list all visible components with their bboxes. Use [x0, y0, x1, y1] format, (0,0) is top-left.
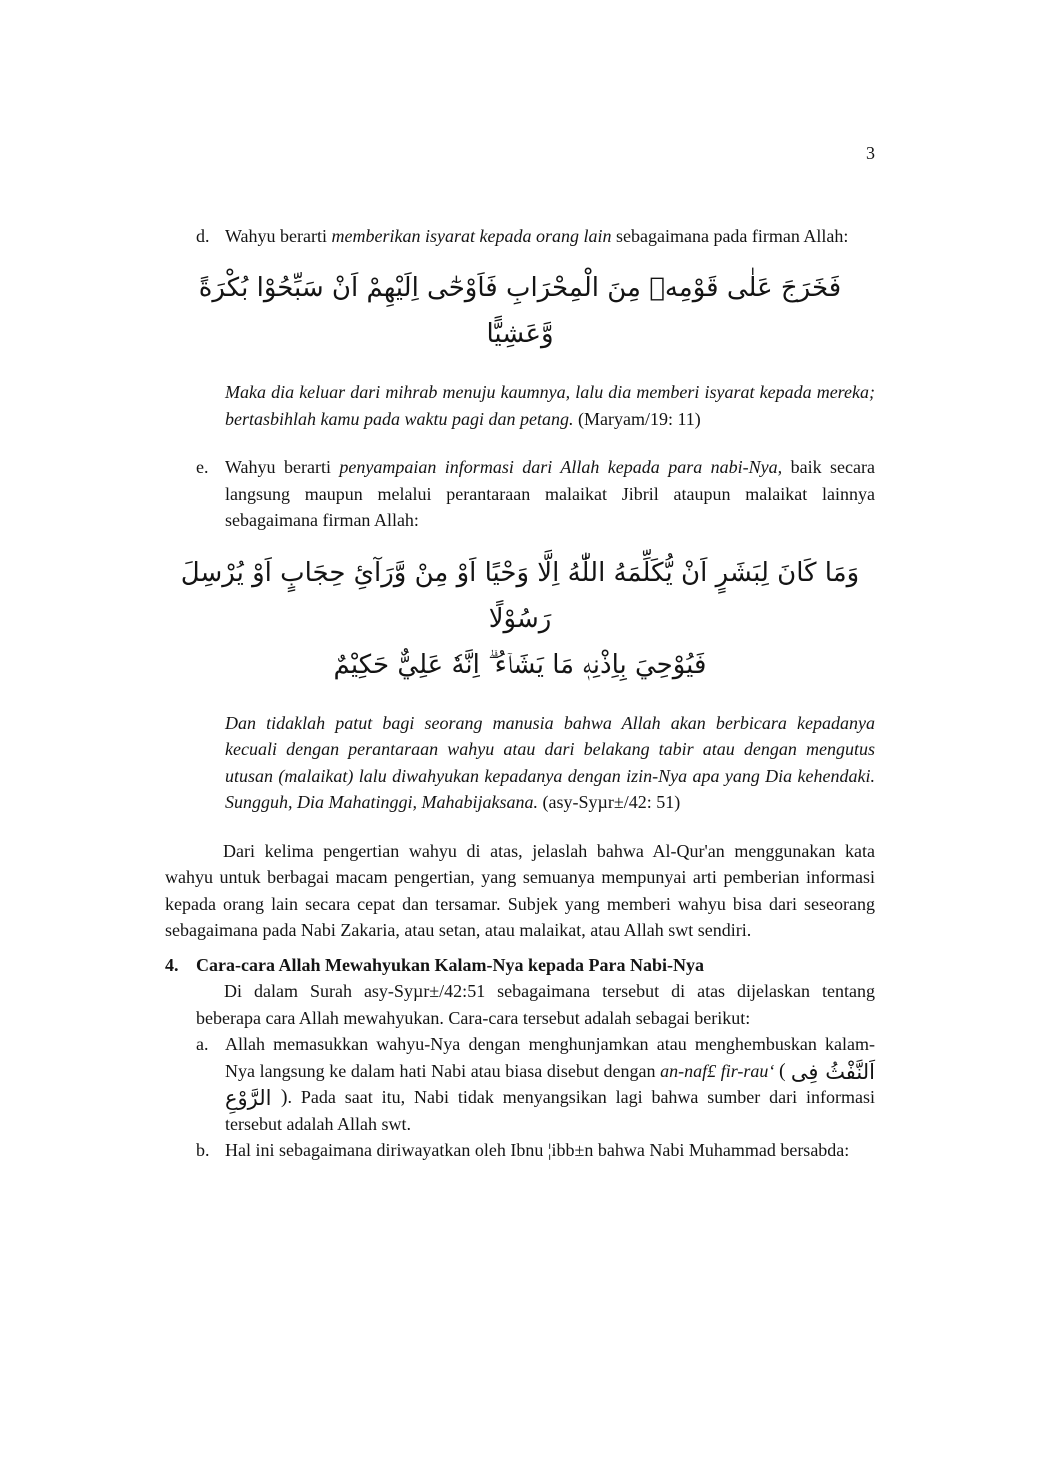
list-item-a-label: a. [196, 1034, 209, 1054]
translation-asy-syura-reference: (asy-Syµr±/42: 51) [538, 792, 681, 812]
arabic-verse-asy-syura-line-2: فَيُوْحِيَ بِاِذْنِهٖ مَا يَشَاۤءُ ۗ اِنَّهٗ عَلِيٌّ حَكِيْمٌ [333, 649, 707, 680]
section-4-number: 4. [165, 954, 179, 975]
list-item-b [196, 1137, 875, 1164]
list-item-a-term: an-naf£ fir-rau‘ [660, 1060, 780, 1081]
section-4-heading [165, 952, 875, 979]
list-item-a-tail: . Pada saat itu, Nabi tidak menyangsikan lagi bahwa sumber dari informasi tersebut adalah Allah swt. [225, 1087, 876, 1134]
list-item-d-tail: sebagaimana pada firman Allah: [611, 225, 849, 246]
list-item-e-term: penyampaian informasi dari Allah kepada para nabi-Nya, [339, 457, 783, 477]
list-item-b-label: b. [196, 1140, 210, 1160]
page-number: 3 [866, 143, 875, 163]
list-item-d-label: d. [196, 225, 210, 246]
list-item-e-tail: baik secara langsung maupun melalui perantaraan malaikat Jibril ataupun malaikat lainnya sebagaimana firman Allah: [225, 457, 875, 530]
arabic-inline-an-nafs-fir-rau: اَلنَّفْثُ فِى الرَّوْعِ [225, 1059, 876, 1110]
list-item-e [165, 454, 875, 534]
section-4-title: Cara-cara Allah Mewahyukan Kalam-Nya kepada Para Nabi-Nya [196, 954, 704, 975]
list-item-d [165, 223, 875, 250]
list-item-d-text: Wahyu berarti [225, 225, 332, 246]
arabic-verse-asy-syura [165, 550, 875, 688]
list-item-e-label: e. [196, 457, 209, 477]
page-content [165, 140, 875, 1164]
section-4-intro: Di dalam Surah asy-Syµr±/42:51 sebagaimana tersebut di atas dijelaskan tentang beberapa cara Allah mewahyukan. Cara-cara tersebut adalah sebagai berikut: [196, 981, 875, 1028]
list-item-e-text: Wahyu berarti [225, 457, 340, 477]
translation-maryam-reference: (Maryam/19: 11) [573, 408, 701, 429]
list-item-a-text: Allah memasukkan wahyu-Nya dengan menghunjamkan atau menghembuskan kalam-Nya langsung ke dalam hati Nabi atau biasa disebut dengan [225, 1034, 875, 1081]
section-4-body [196, 978, 875, 1164]
translation-maryam-text: Maka dia keluar dari mihrab menuju kaumnya, lalu dia memberi isyarat kepada mereka; bertasbihlah kamu pada waktu pagi dan petang. [225, 382, 875, 429]
arabic-verse-maryam: فَخَرَجَ عَلٰى قَوْمِهٖ مِنَ الْمِحْرَابِ فَاَوْحٰٓى اِلَيْهِمْ اَنْ سَبِّحُوْا بُكْرَةً وَّعَشِيًّا [198, 273, 842, 349]
translation-maryam [225, 379, 875, 432]
list-item-a [196, 1031, 875, 1137]
close-paren: ) [271, 1086, 288, 1108]
summary-paragraph: Dari kelima pengertian wahyu di atas, jelaslah bahwa Al-Qur'an menggunakan kata wahyu untuk berbagai macam pengertian, yang semuanya mempunyai arti pemberian informasi kepada orang lain secara cepat dan tersamar. Subjek yang memberi wahyu bisa dari seseorang sebagaimana pada Nabi Zakaria, atau setan, atau malaikat, atau Allah swt sendiri. [165, 840, 875, 940]
list-item-d-term: memberikan isyarat kepada orang lain [331, 225, 612, 246]
translation-asy-syura [225, 710, 875, 816]
list-item-b-text: Hal ini sebagaimana diriwayatkan oleh Ibnu ¦ibb±n bahwa Nabi Muhammad bersabda: [225, 1140, 850, 1160]
arabic-verse-asy-syura-line-1: وَمَا كَانَ لِبَشَرٍ اَنْ يُّكَلِّمَهُ اللّٰهُ اِلَّا وَحْيًا اَوْ مِنْ وَّرَآئِ حِجَابٍ اَوْ يُرْسِلَ رَسُوْلًا [180, 557, 860, 634]
open-paren: ( [779, 1059, 791, 1082]
translation-asy-syura-text: Dan tidaklah patut bagi seorang manusia bahwa Allah akan berbicara kepadanya kecuali dengan perantaraan wahyu atau dari belakang tabir atau dengan mengutus utusan (malaikat) lalu diwahyukan kepadanya dengan izin-Nya apa yang Dia kehendaki. Sungguh, Dia Mahatinggi, Mahabijaksana. [225, 712, 875, 812]
